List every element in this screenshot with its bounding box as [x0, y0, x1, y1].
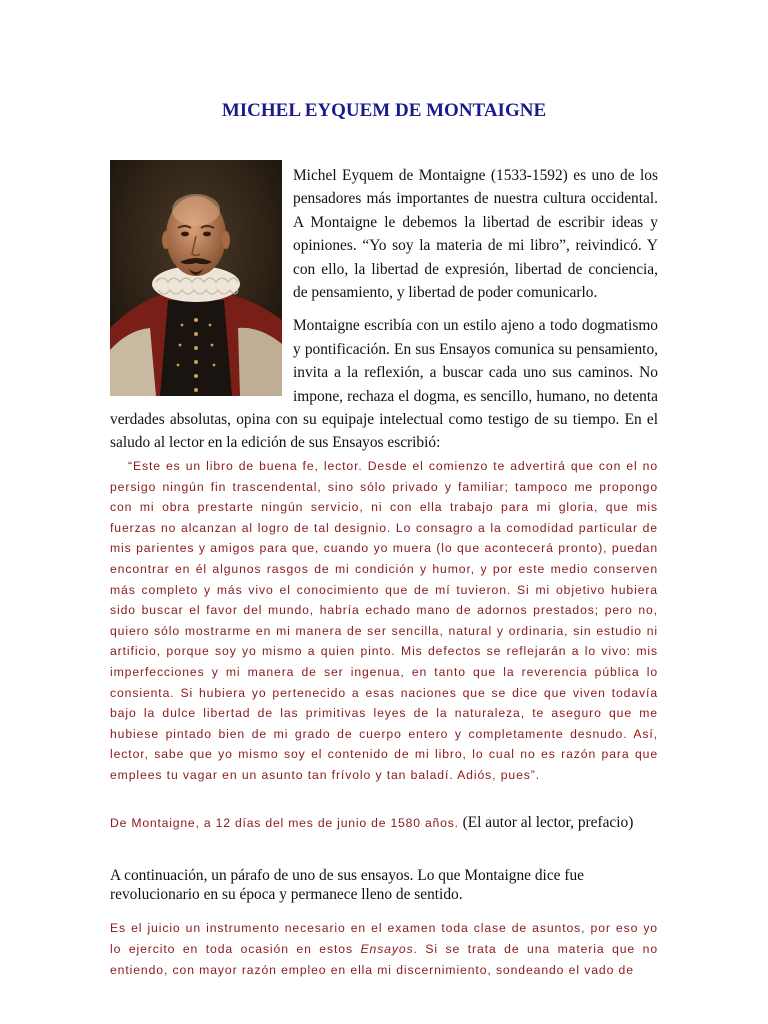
- page-title: MICHEL EYQUEM DE MONTAIGNE: [221, 100, 547, 121]
- essay-text-start: Es el juicio un instrumento necesario en el examen toda clase de asuntos, por eso yo lo ejercito en toda ocasión en estos: [110, 921, 658, 956]
- montaigne-quote: “Este es un libro de buena fe, lector. Desde el comienzo te advertirá que con el no persigo ningún fin trascendental, sino sólo privado y familiar; tampoco me propongo con mi obra prestarte ningún servicio, ni con ella trabajo para mi gloria, que mis fuerzas no alcanzan al logro de tal designio. Lo consagro a la comodidad particular de mis parientes y amigos para que, cuando yo muera (lo que acontecerá pronto), puedan encontrar en él algunos rasgos de mi condición y humor, y por este medio conserven más completo y más vivo el conocimiento que de mí tuvieron. Si mi objetivo hubiera sido buscar el favor del mundo, habría echado mano de adornos prestados; pero no, quiero sólo mostrarme en mi manera de ser sencilla, natural y ordinaria, sin estudio ni artificio, porque soy yo mismo a quien pinto. Mis defectos se reflejarán a lo vivo: mis imperfecciones y mi manera de ser ingenua, en tanto que la reverencia pública lo consienta. Si hubiera yo pertenecido a esas naciones que se dice que viven todavía bajo la dulce libertad de las primitivas leyes de la naturaleza, te aseguro que me hubiese pintado bien de mi grado de cuerpo entero y completamente desnudo. Así, lector, sabe que yo mismo soy el contenido de mi libro, lo cual no es razón para que emplees tu vagar en un asunto tan frívolo y tan baladí. Adiós, pues”.: [110, 459, 658, 782]
- intro-body: [110, 164, 658, 465]
- quote-attribution: [110, 812, 670, 834]
- portrait-spacer: [110, 164, 293, 400]
- attribution-date: De Montaigne, a 12 días del mes de junio de 1580 años.: [110, 816, 459, 830]
- essay-text-rest: . Si se trata de una materia que no entiendo, con mayor razón empleo en ella mi discernimiento, sondeando el vado de: [110, 942, 658, 977]
- essay-excerpt: [110, 918, 658, 981]
- essay-intro: A continuación, un párafo de uno de sus ensayos. Lo que Montaigne dice fue revolucionario en su época y permanece lleno de sentido.: [110, 867, 584, 903]
- essay-title-italic: Ensayos: [360, 942, 414, 956]
- paragraph-style: Montaigne escribía con un estilo ajeno a todo dogmatismo y pontificación. En sus Ensayos comunica su pensamiento, invita a la reflexión, a buscar cada uno sus caminos. No impone, rechaza el dogma, es sencillo, humano, no detenta verdades absolutas, opina con su equipaje intelectual como testigo de su tiempo. En el saludo al lector en la edición de sus Ensayos escribió:: [110, 317, 658, 452]
- paragraph-biography: Michel Eyquem de Montaigne (1533-1592) es uno de los pensadores más importantes de nuestra cultura occidental. A Montaigne le debemos la libertad de escribir ideas y opiniones. “Yo soy la materia de mi libro”, reivindicó. Y con ello, la libertad de expresión, libertad de conciencia, de pensamiento, y libertad de poder comunicarlo.: [293, 167, 658, 302]
- attribution-source: (El autor al lector, prefacio): [458, 814, 634, 831]
